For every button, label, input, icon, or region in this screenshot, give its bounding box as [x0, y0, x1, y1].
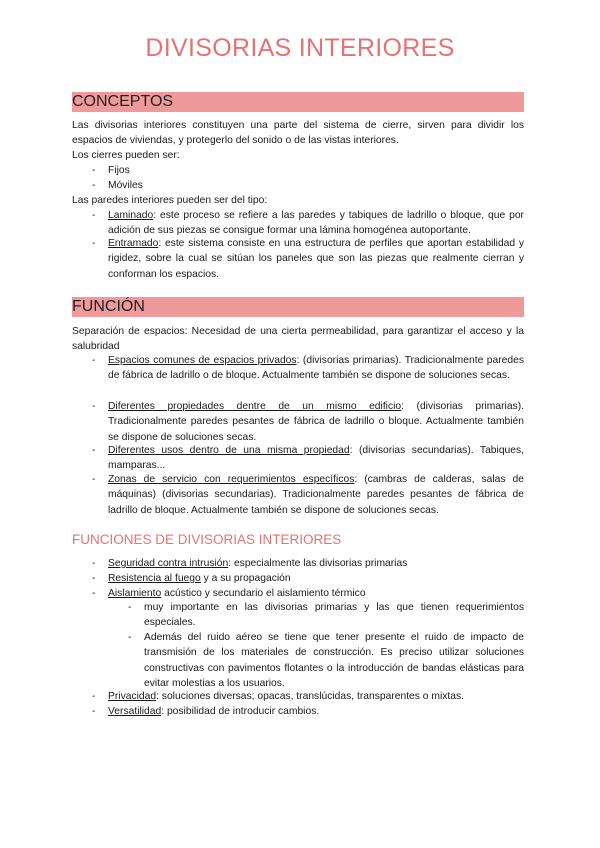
list-item-moviles: Móviles — [108, 180, 143, 191]
text-resistencia: y a su propagación — [200, 573, 291, 584]
term-versatilidad: Versatilidad — [108, 706, 162, 717]
term-entramado: Entramado — [108, 238, 159, 249]
list-dash: - — [92, 165, 96, 176]
list-dash: - — [92, 573, 96, 584]
list-dash: - — [92, 401, 96, 412]
term-seguridad: Seguridad contra intrusión — [108, 558, 229, 569]
list-item-resistencia — [108, 571, 524, 586]
list-dash: - — [92, 445, 96, 456]
text-entramado: : este sistema consiste en una estructura de perfiles que aportan estabilidad y rigidez, sobre la cual se sitúan los paneles que son las piezas que realmente cierran y conforman los espacios. — [108, 238, 524, 280]
sub-item-muy-importante: muy importante en las divisorias primarias y las que tienen requerimientos especiales. — [144, 602, 524, 629]
list-dash: - — [92, 558, 96, 569]
list-item-diferentes-usos — [108, 443, 524, 474]
text-diferentes-usos: : (divisorias secundarias). Tabiques, mamparas... — [108, 445, 525, 472]
term-diferentes-usos: Diferentes usos dentro de una misma propiedad — [108, 445, 350, 456]
sub-list-dash: - — [128, 632, 132, 643]
section-heading-bar — [72, 92, 524, 112]
section-heading-funcion: FUNCIÓN — [72, 298, 145, 315]
term-espacios-comunes: Espacios comunes de espacios privados — [108, 355, 297, 366]
text-seguridad: : especialmente las divisorias primarias — [228, 558, 408, 569]
list-dash: - — [92, 588, 96, 599]
list-dash: - — [92, 474, 96, 485]
sub-item-ruido: Además del ruido aéreo se tiene que tener presente el ruido de impacto de transmisión de los materiales de construcción. Es preciso utilizar soluciones constructivas con pavimentos flotantes o la introducción de bandas elásticas para evitar molestias a los usuarios. — [144, 632, 524, 690]
list-item-versatilidad — [108, 704, 524, 719]
list-item-fijos: Fijos — [108, 165, 130, 176]
list-item-laminado — [108, 208, 524, 239]
list-dash: - — [92, 180, 96, 191]
cierres-label: Los cierres pueden ser: — [72, 150, 180, 161]
paredes-label: Las paredes interiores pueden ser del tipo: — [72, 195, 268, 206]
funcion-intro: Separación de espacios: Necesidad de una cierta permeabilidad, para garantizar el acceso y la salubridad — [72, 326, 524, 353]
term-resistencia: Resistencia al fuego — [108, 573, 201, 584]
text-diferentes-propiedades: : (divisorias primarias). Tradicionalmente paredes pesantes de fábrica de ladrillo o bloque. Actualmente también se dispone de soluciones secas. — [108, 401, 524, 443]
text-versatilidad: : posibilidad de introducir cambios. — [161, 706, 320, 717]
section-heading-bar — [72, 297, 524, 317]
list-dash: - — [92, 355, 96, 366]
conceptos-intro: Las divisorias interiores constituyen una parte del sistema de cierre, sirven para dividir los espacios de viviendas, y protegerlo del sonido o de las vistas interiores. — [72, 120, 524, 147]
text-laminado: : este proceso se refiere a las paredes y tabiques de ladrillo o bloque, que por adición de sus piezas se consigue formar una lámina homogénea autoportante. — [108, 210, 524, 237]
list-dash: - — [92, 238, 96, 249]
document-title: DIVISORIAS INTERIORES — [145, 34, 455, 62]
text-privacidad: : soluciones diversas; opacas, translúcidas, transparentes o mixtas. — [156, 691, 464, 702]
term-zonas-servicio: Zonas de servicio con requerimientos específicos — [108, 474, 355, 485]
text-aislamiento: acústico y secundario el aislamiento térmico — [161, 588, 366, 599]
list-item-diferentes-propiedades — [108, 399, 524, 445]
list-dash: - — [92, 691, 96, 702]
term-aislamiento: Aislamiento — [108, 588, 162, 599]
list-dash: - — [92, 210, 96, 221]
term-laminado: Laminado — [108, 210, 154, 221]
list-item-zonas-servicio — [108, 472, 524, 518]
list-item-entramado — [108, 236, 524, 282]
sub-list-dash: - — [128, 602, 132, 613]
term-diferentes-propiedades: Diferentes propiedades dentre de un mismo edificio — [108, 401, 402, 412]
text-zonas-servicio: : (cambras de calderas, salas de máquinas) (divisorias secundarias). Tradicionalmente paredes pesantes de fábrica de ladrillo de bloque. Actualmente también se dispone de soluciones secas. — [108, 474, 524, 516]
term-privacidad: Privacidad — [108, 691, 157, 702]
section-heading-funciones: FUNCIONES DE DIVISORIAS INTERIORES — [72, 532, 342, 547]
list-item-privacidad — [108, 689, 524, 704]
list-item-seguridad — [108, 556, 524, 571]
text-espacios-comunes: : (divisorias primarias). Tradicionalmente paredes de fábrica de ladrillo o de bloque. Actualmente también se dispone de soluciones secas. — [108, 355, 524, 382]
list-dash: - — [92, 706, 96, 717]
section-heading-conceptos: CONCEPTOS — [72, 93, 174, 110]
list-item-espacios-comunes — [108, 353, 524, 384]
